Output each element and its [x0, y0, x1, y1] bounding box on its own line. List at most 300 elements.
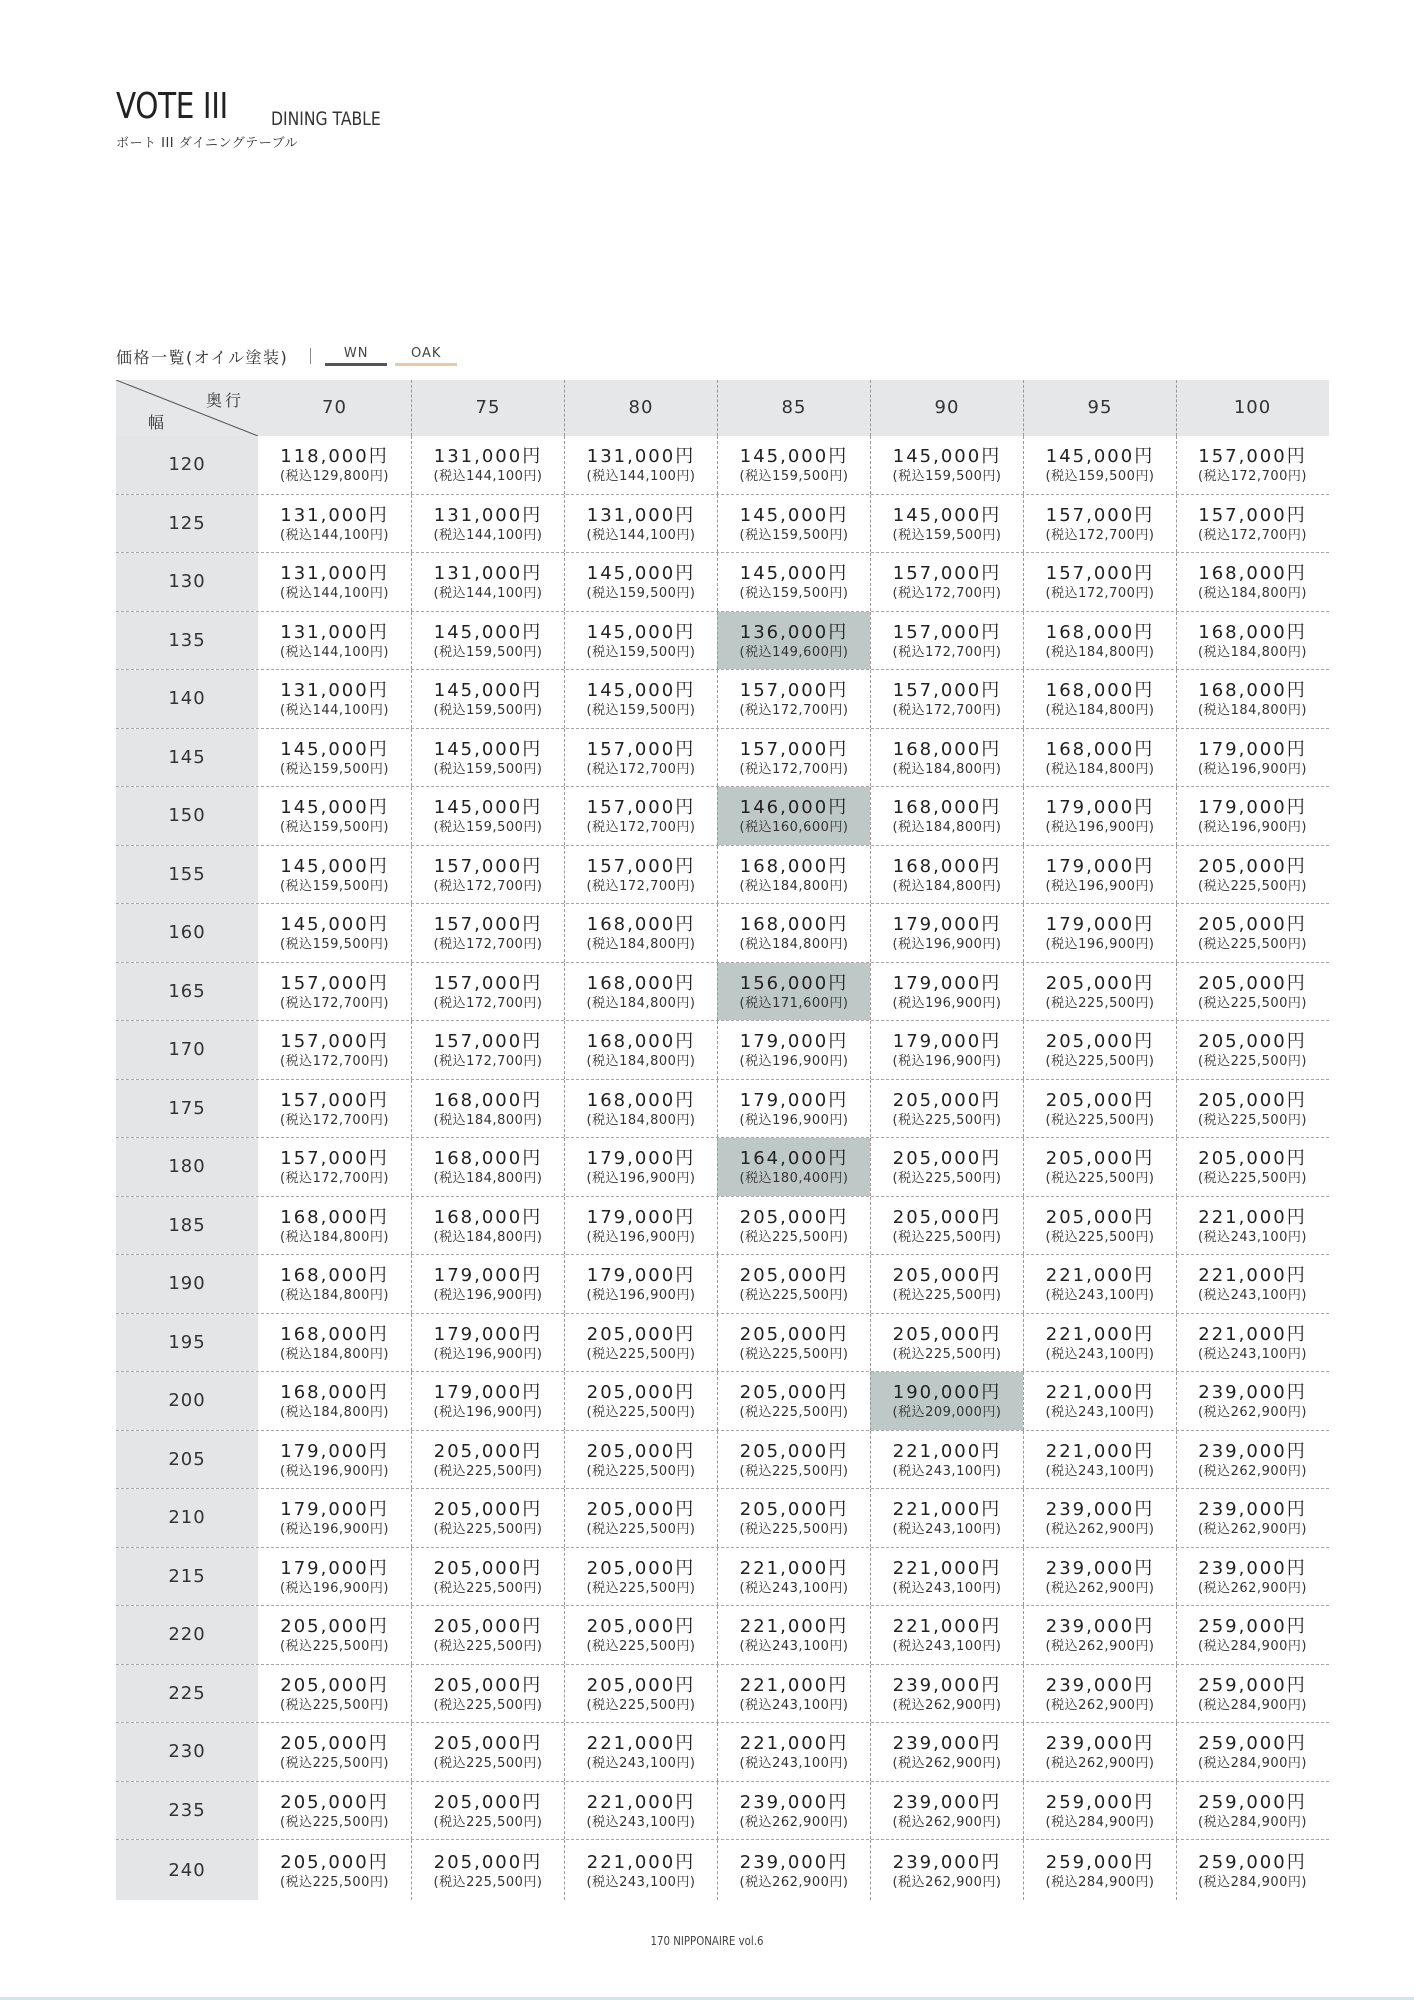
- price-cell: [564, 904, 717, 962]
- price-cell-highlighted: [870, 1372, 1023, 1430]
- price-cell: [258, 436, 411, 494]
- price-cell-highlighted: [717, 1138, 870, 1196]
- price-cell: [411, 612, 564, 670]
- price-cell: [870, 1431, 1023, 1489]
- tax-included-price: (税込262,900円): [1045, 1756, 1155, 1772]
- price-cell: [1176, 612, 1328, 670]
- tax-included-price: (税込225,500円): [1198, 1112, 1307, 1128]
- price-value: 239,000円: [1198, 1382, 1307, 1404]
- tax-included-price: (税込225,500円): [280, 1814, 389, 1830]
- price-cell: [258, 1138, 411, 1196]
- tax-included-price: (税込284,900円): [1198, 1697, 1307, 1713]
- price-value: 131,000円: [433, 504, 543, 526]
- price-value: 221,000円: [892, 1616, 1002, 1638]
- price-cell-highlighted: [717, 787, 870, 845]
- price-cell: [1176, 1372, 1328, 1430]
- price-cell: [717, 1021, 870, 1079]
- price-value: 259,000円: [1198, 1616, 1307, 1638]
- price-value: 156,000円: [739, 972, 849, 994]
- tax-included-price: (税込172,700円): [280, 995, 389, 1011]
- row-header-width: 120: [116, 436, 258, 494]
- table-row: [116, 1723, 1329, 1782]
- price-value: 168,000円: [280, 1265, 389, 1287]
- price-value: 168,000円: [586, 972, 696, 994]
- price-value: 131,000円: [280, 621, 389, 643]
- price-value: 145,000円: [892, 446, 1002, 468]
- price-value: 221,000円: [1198, 1206, 1307, 1228]
- tax-included-price: (税込225,500円): [892, 1346, 1002, 1362]
- row-header-width: 145: [116, 729, 258, 787]
- row-header-width: 225: [116, 1665, 258, 1723]
- row-header-width: 210: [116, 1489, 258, 1547]
- price-cell: [1176, 729, 1328, 787]
- price-cell: [411, 904, 564, 962]
- price-value: 205,000円: [1198, 1089, 1307, 1111]
- price-cell: [564, 495, 717, 553]
- price-value: 145,000円: [1045, 446, 1155, 468]
- price-value: 157,000円: [586, 855, 696, 877]
- tax-included-price: (税込144,100円): [280, 586, 389, 602]
- price-value: 239,000円: [739, 1791, 849, 1813]
- tax-included-price: (税込225,500円): [892, 1229, 1002, 1245]
- price-value: 221,000円: [739, 1557, 849, 1579]
- row-header-width: 200: [116, 1372, 258, 1430]
- price-cell: [258, 1431, 411, 1489]
- price-cell: [1176, 495, 1328, 553]
- price-value: 205,000円: [892, 1148, 1002, 1170]
- price-cell: [1176, 1314, 1328, 1372]
- price-value: 145,000円: [280, 855, 389, 877]
- table-row: [116, 1197, 1329, 1256]
- table-row: [116, 1548, 1329, 1607]
- tax-included-price: (税込243,100円): [892, 1639, 1002, 1655]
- price-cell: [1023, 1255, 1176, 1313]
- price-cell: [1023, 1372, 1176, 1430]
- tax-included-price: (税込184,800円): [1045, 644, 1155, 660]
- price-value: 205,000円: [1198, 1031, 1307, 1053]
- tax-included-price: (税込225,500円): [280, 1697, 389, 1713]
- price-value: 168,000円: [586, 1031, 696, 1053]
- tax-included-price: (税込196,900円): [586, 1171, 696, 1187]
- tax-included-price: (税込196,900円): [892, 1054, 1002, 1070]
- tax-included-price: (税込243,100円): [1198, 1346, 1307, 1362]
- price-cell: [258, 670, 411, 728]
- price-cell: [1023, 1080, 1176, 1138]
- price-value: 179,000円: [433, 1323, 543, 1345]
- price-value: 205,000円: [1045, 1206, 1155, 1228]
- tax-included-price: (税込225,500円): [739, 1405, 849, 1421]
- row-header-width: 240: [116, 1840, 258, 1900]
- price-value: 164,000円: [739, 1148, 849, 1170]
- price-value: 179,000円: [892, 914, 1002, 936]
- price-value: 205,000円: [280, 1733, 389, 1755]
- price-cell: [1023, 1431, 1176, 1489]
- price-value: 168,000円: [280, 1206, 389, 1228]
- tax-included-price: (税込243,100円): [739, 1697, 849, 1713]
- price-cell: [258, 553, 411, 611]
- tax-included-price: (税込144,100円): [280, 644, 389, 660]
- price-value: 239,000円: [1198, 1440, 1307, 1462]
- price-cell: [717, 1197, 870, 1255]
- tax-included-price: (税込172,700円): [586, 820, 696, 836]
- price-value: 205,000円: [586, 1499, 696, 1521]
- tax-included-price: (税込184,800円): [1045, 703, 1155, 719]
- tax-included-price: (税込262,900円): [892, 1874, 1002, 1890]
- table-row: [116, 1080, 1329, 1139]
- price-value: 157,000円: [586, 738, 696, 760]
- price-cell: [564, 1489, 717, 1547]
- price-cell: [870, 553, 1023, 611]
- price-value: 205,000円: [1198, 972, 1307, 994]
- title-block: [116, 86, 381, 151]
- price-value: 131,000円: [280, 563, 389, 585]
- price-value: 205,000円: [280, 1674, 389, 1696]
- price-cell: [411, 1138, 564, 1196]
- price-cell: [1176, 1080, 1328, 1138]
- tax-included-price: (税込209,000円): [892, 1405, 1002, 1421]
- price-value: 205,000円: [739, 1265, 849, 1287]
- row-header-width: 165: [116, 963, 258, 1021]
- price-cell: [870, 670, 1023, 728]
- price-cell: [717, 495, 870, 553]
- price-value: 157,000円: [280, 972, 389, 994]
- tax-included-price: (税込225,500円): [1045, 1229, 1155, 1245]
- price-value: 157,000円: [433, 972, 543, 994]
- price-cell: [1023, 729, 1176, 787]
- price-value: 179,000円: [586, 1206, 696, 1228]
- price-cell: [1023, 1197, 1176, 1255]
- tax-included-price: (税込144,100円): [433, 469, 543, 485]
- tax-included-price: (税込225,500円): [586, 1639, 696, 1655]
- tax-included-price: (税込243,100円): [1198, 1288, 1307, 1304]
- price-cell: [1023, 787, 1176, 845]
- tax-included-price: (税込159,500円): [433, 644, 543, 660]
- row-header-width: 160: [116, 904, 258, 962]
- price-cell: [564, 1782, 717, 1840]
- tax-included-price: (税込159,500円): [892, 527, 1002, 543]
- price-value: 221,000円: [892, 1557, 1002, 1579]
- tax-included-price: (税込196,900円): [1045, 878, 1155, 894]
- tax-included-price: (税込196,900円): [739, 1054, 849, 1070]
- tax-included-price: (税込184,800円): [1198, 586, 1307, 602]
- tax-included-price: (税込225,500円): [1045, 1112, 1155, 1128]
- tax-included-price: (税込159,500円): [433, 820, 543, 836]
- tax-included-price: (税込184,800円): [739, 937, 849, 953]
- price-cell: [411, 1255, 564, 1313]
- price-cell: [411, 1314, 564, 1372]
- price-cell: [1023, 670, 1176, 728]
- table-row: [116, 1431, 1329, 1490]
- price-cell: [411, 670, 564, 728]
- price-value: 179,000円: [586, 1148, 696, 1170]
- price-cell: [870, 1665, 1023, 1723]
- price-value: 145,000円: [433, 738, 543, 760]
- price-cell: [564, 963, 717, 1021]
- japanese-title: ボート III ダイニングテーブル: [116, 136, 299, 151]
- tax-included-price: (税込172,700円): [1045, 586, 1155, 602]
- price-value: 131,000円: [433, 563, 543, 585]
- price-value: 179,000円: [892, 972, 1002, 994]
- price-cell: [411, 1197, 564, 1255]
- price-value: 205,000円: [586, 1440, 696, 1462]
- row-header-width: 235: [116, 1782, 258, 1840]
- price-cell-highlighted: [717, 963, 870, 1021]
- price-cell: [1176, 1723, 1328, 1781]
- price-value: 157,000円: [433, 1031, 543, 1053]
- price-value: 168,000円: [586, 1089, 696, 1111]
- tax-included-price: (税込225,500円): [433, 1522, 543, 1538]
- price-value: 157,000円: [433, 914, 543, 936]
- price-value: 157,000円: [739, 738, 849, 760]
- tax-included-price: (税込262,900円): [1045, 1580, 1155, 1596]
- tax-included-price: (税込184,800円): [433, 1112, 543, 1128]
- price-cell: [411, 1548, 564, 1606]
- price-value: 157,000円: [280, 1148, 389, 1170]
- price-value: 168,000円: [586, 914, 696, 936]
- column-header: 85: [717, 380, 870, 436]
- price-cell: [717, 1723, 870, 1781]
- price-cell: [258, 1080, 411, 1138]
- price-cell: [564, 787, 717, 845]
- tax-included-price: (税込172,700円): [892, 703, 1002, 719]
- price-value: 259,000円: [1198, 1851, 1307, 1873]
- price-cell: [411, 1782, 564, 1840]
- price-cell: [411, 553, 564, 611]
- table-corner-cell: [116, 380, 258, 436]
- tax-included-price: (税込184,800円): [586, 937, 696, 953]
- tax-included-price: (税込172,700円): [586, 761, 696, 777]
- price-cell: [258, 495, 411, 553]
- row-header-width: 215: [116, 1548, 258, 1606]
- tax-included-price: (税込225,500円): [433, 1463, 543, 1479]
- price-cell: [717, 553, 870, 611]
- table-row: [116, 904, 1329, 963]
- price-cell: [717, 846, 870, 904]
- price-cell: [258, 1782, 411, 1840]
- price-value: 168,000円: [1045, 680, 1155, 702]
- price-value: 239,000円: [892, 1791, 1002, 1813]
- price-cell: [1176, 787, 1328, 845]
- tax-included-price: (税込196,900円): [433, 1288, 543, 1304]
- table-row: [116, 1665, 1329, 1724]
- price-cell: [564, 729, 717, 787]
- price-value: 168,000円: [739, 855, 849, 877]
- column-header: 90: [870, 380, 1023, 436]
- price-value: 205,000円: [586, 1674, 696, 1696]
- price-value: 168,000円: [1198, 563, 1307, 585]
- price-cell: [411, 1723, 564, 1781]
- price-cell: [258, 1314, 411, 1372]
- price-cell: [258, 1255, 411, 1313]
- price-cell: [1023, 495, 1176, 553]
- price-value: 239,000円: [1045, 1674, 1155, 1696]
- tax-included-price: (税込172,700円): [280, 1171, 389, 1187]
- price-value: 205,000円: [1045, 972, 1155, 994]
- price-value: 205,000円: [739, 1440, 849, 1462]
- tax-included-price: (税込144,100円): [280, 703, 389, 719]
- price-value: 157,000円: [892, 563, 1002, 585]
- price-value: 168,000円: [1198, 680, 1307, 702]
- price-value: 259,000円: [1198, 1791, 1307, 1813]
- tax-included-price: (税込243,100円): [892, 1580, 1002, 1596]
- price-value: 205,000円: [586, 1323, 696, 1345]
- tax-included-price: (税込159,500円): [433, 703, 543, 719]
- tax-included-price: (税込172,700円): [280, 1112, 389, 1128]
- tax-included-price: (税込172,700円): [433, 995, 543, 1011]
- tax-included-price: (税込225,500円): [280, 1756, 389, 1772]
- table-row: [116, 1138, 1329, 1197]
- tax-included-price: (税込196,900円): [433, 1346, 543, 1362]
- price-value: 205,000円: [739, 1382, 849, 1404]
- tax-included-price: (税込172,700円): [433, 937, 543, 953]
- price-value: 259,000円: [1045, 1851, 1155, 1873]
- price-cell: [411, 1080, 564, 1138]
- price-value: 205,000円: [1198, 855, 1307, 877]
- tax-included-price: (税込262,900円): [1198, 1580, 1307, 1596]
- price-cell: [411, 729, 564, 787]
- price-cell: [717, 1314, 870, 1372]
- price-cell: [411, 1489, 564, 1547]
- price-cell: [1023, 1021, 1176, 1079]
- price-value: 205,000円: [1045, 1089, 1155, 1111]
- tax-included-price: (税込196,900円): [280, 1463, 389, 1479]
- price-cell: [564, 1138, 717, 1196]
- price-cell: [411, 1021, 564, 1079]
- price-value: 168,000円: [280, 1323, 389, 1345]
- price-value: 205,000円: [1198, 914, 1307, 936]
- price-cell: [258, 1489, 411, 1547]
- tax-included-price: (税込225,500円): [433, 1639, 543, 1655]
- tax-included-price: (税込225,500円): [1198, 995, 1307, 1011]
- tax-included-price: (税込184,800円): [1198, 644, 1307, 660]
- tax-included-price: (税込225,500円): [433, 1874, 543, 1890]
- price-cell: [564, 1840, 717, 1900]
- price-value: 221,000円: [739, 1733, 849, 1755]
- tax-included-price: (税込180,400円): [739, 1171, 849, 1187]
- price-cell: [564, 1665, 717, 1723]
- price-value: 221,000円: [1198, 1323, 1307, 1345]
- tax-included-price: (税込159,500円): [280, 878, 389, 894]
- price-cell: [870, 904, 1023, 962]
- price-cell: [1176, 963, 1328, 1021]
- price-value: 157,000円: [1045, 563, 1155, 585]
- tax-included-price: (税込243,100円): [1045, 1463, 1155, 1479]
- table-row: [116, 1255, 1329, 1314]
- price-cell: [870, 1314, 1023, 1372]
- tax-included-price: (税込284,900円): [1045, 1874, 1155, 1890]
- price-value: 146,000円: [739, 797, 849, 819]
- price-cell: [717, 904, 870, 962]
- tax-included-price: (税込225,500円): [1045, 1054, 1155, 1070]
- price-value: 131,000円: [586, 504, 696, 526]
- table-row: [116, 553, 1329, 612]
- tax-included-price: (税込196,900円): [280, 1522, 389, 1538]
- price-value: 239,000円: [892, 1733, 1002, 1755]
- tax-included-price: (税込159,500円): [586, 644, 696, 660]
- table-row: [116, 963, 1329, 1022]
- tax-included-price: (税込172,700円): [739, 703, 849, 719]
- tax-included-price: (税込159,500円): [586, 703, 696, 719]
- price-value: 168,000円: [892, 738, 1002, 760]
- price-value: 205,000円: [433, 1499, 543, 1521]
- price-cell: [258, 1021, 411, 1079]
- price-value: 179,000円: [1045, 914, 1155, 936]
- tax-included-price: (税込196,900円): [586, 1288, 696, 1304]
- price-cell: [564, 846, 717, 904]
- table-row: [116, 1314, 1329, 1373]
- table-row: [116, 729, 1329, 788]
- tax-included-price: (税込225,500円): [586, 1697, 696, 1713]
- price-table: [116, 380, 1329, 1900]
- price-value: 168,000円: [892, 797, 1002, 819]
- tax-included-price: (税込225,500円): [586, 1522, 696, 1538]
- price-value: 239,000円: [892, 1674, 1002, 1696]
- price-cell: [870, 787, 1023, 845]
- price-value: 145,000円: [586, 563, 696, 585]
- price-value: 239,000円: [892, 1851, 1002, 1873]
- tax-included-price: (税込144,100円): [280, 527, 389, 543]
- price-value: 179,000円: [1045, 797, 1155, 819]
- price-value: 157,000円: [1198, 446, 1307, 468]
- price-value: 205,000円: [586, 1557, 696, 1579]
- tax-included-price: (税込149,600円): [739, 644, 849, 660]
- price-cell: [258, 1665, 411, 1723]
- price-value: 205,000円: [586, 1382, 696, 1404]
- price-cell: [717, 729, 870, 787]
- tax-included-price: (税込225,500円): [739, 1463, 849, 1479]
- tax-included-price: (税込243,100円): [1045, 1288, 1155, 1304]
- table-row: [116, 1606, 1329, 1665]
- tax-included-price: (税込225,500円): [586, 1346, 696, 1362]
- price-cell: [1176, 1840, 1328, 1900]
- tax-included-price: (税込225,500円): [1198, 1171, 1307, 1187]
- tax-included-price: (税込129,800円): [280, 469, 389, 485]
- tax-included-price: (税込172,700円): [892, 644, 1002, 660]
- tax-included-price: (税込196,900円): [1045, 937, 1155, 953]
- price-cell: [1023, 1840, 1176, 1900]
- price-value: 179,000円: [739, 1031, 849, 1053]
- price-value: 157,000円: [1045, 504, 1155, 526]
- table-row: [116, 1021, 1329, 1080]
- price-value: 205,000円: [433, 1674, 543, 1696]
- legend-label: 価格一覧(オイル塗装): [116, 347, 289, 367]
- price-cell: [258, 1372, 411, 1430]
- price-value: 136,000円: [739, 621, 849, 643]
- table-row: [116, 787, 1329, 846]
- tax-included-price: (税込225,500円): [892, 1112, 1002, 1128]
- price-cell-highlighted: [717, 612, 870, 670]
- table-row: [116, 670, 1329, 729]
- table-header-row: [116, 380, 1329, 436]
- price-value: 168,000円: [433, 1206, 543, 1228]
- price-value: 221,000円: [739, 1674, 849, 1696]
- table-row: [116, 612, 1329, 671]
- price-value: 221,000円: [1045, 1265, 1155, 1287]
- tax-included-price: (税込243,100円): [739, 1639, 849, 1655]
- price-cell: [1176, 1606, 1328, 1664]
- tax-included-price: (税込262,900円): [892, 1756, 1002, 1772]
- price-cell: [258, 612, 411, 670]
- tax-included-price: (税込262,900円): [1045, 1697, 1155, 1713]
- tax-included-price: (税込184,800円): [1198, 703, 1307, 719]
- price-cell: [564, 1606, 717, 1664]
- price-cell: [564, 1314, 717, 1372]
- tax-included-price: (税込225,500円): [739, 1288, 849, 1304]
- price-value: 179,000円: [280, 1440, 389, 1462]
- price-cell: [870, 846, 1023, 904]
- price-value: 157,000円: [892, 621, 1002, 643]
- tax-included-price: (税込159,500円): [586, 586, 696, 602]
